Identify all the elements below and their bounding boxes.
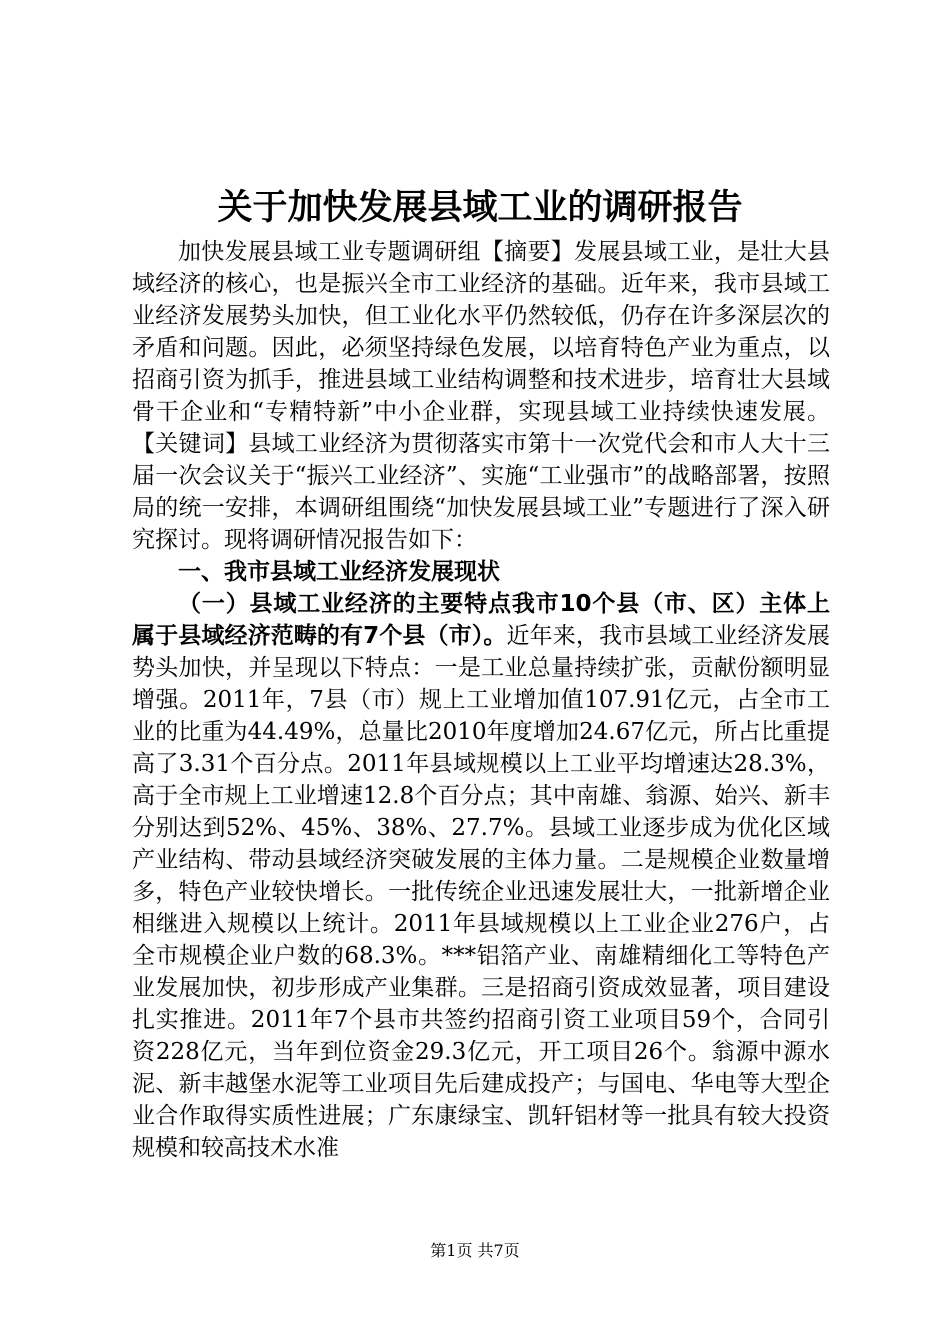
document-title: 关于加快发展县域工业的调研报告 <box>217 187 743 228</box>
body-paragraph: 近年来，我市县域工业经济发展势头加快，并呈现以下特点：一是工业总量持续扩张，贡献份额明显增强。2011年，7县（市）规上工业增加值107.91亿元，占全市工业的比重为44.49%，总量比2010年度增加24.67亿元，所占比重提高了3.31个百分点。2011年县域规模以上工业平均增速达28.3%，高于全市规上工业增速12.8个百分点；其中南雄、翁源、始兴、新丰分别达到52%、45%、38%、27.7%。县域工业逐步成为优化区域产业结构、带动县域经济突破发展的主体力量。二是规模企业数量增多，特色产业较快增长。一批传统企业迅速发展壮大，一批新增企业相继进入规模以上统计。2011年县域规模以上工业企业276户，占全市规模企业户数的68.3%。***铝箔产业、南雄精细化工等特色产业发展加快，初步形成产业集群。三是招商引资成效显著，项目建设扎实推进。2011年7个县市共签约招商引资工业项目59个，合同引资228亿元，当年到位资金29.3亿元，开工项目26个。翁源中源水泥、新丰越堡水泥等工业项目先后建成投产；与国电、华电等大型企业合作取得实质性进展；广东康绿宝、凯轩铝材等一批具有较大投资规模和较高技术水准 <box>132 623 830 1161</box>
document-body <box>132 236 830 1164</box>
subsection-paragraph <box>132 588 830 1164</box>
section-heading: 一、我市县域工业经济发展现状 <box>178 559 500 585</box>
abstract-paragraph: 加快发展县域工业专题调研组【摘要】发展县域工业，是壮大县域经济的核心，也是振兴全市工业经济的基础。近年来，我市县域工业经济发展势头加快，但工业化水平仍然较低，仍存在许多深层次的矛盾和问题。因此，必须坚持绿色发展，以培育特色产业为重点，以招商引资为抓手，推进县域工业结构调整和技术进步，培育壮大县域骨干企业和“专精特新”中小企业群，实现县域工业持续快速发展。【关键词】县域工业经济为贯彻落实市第十一次党代会和市人大十三届一次会议关于“振兴工业经济”、实施“工业强市”的战略部署，按照局的统一安排，本调研组围绕“加快发展县域工业”专题进行了深入研究探讨。现将调研情况报告如下： <box>132 239 830 553</box>
subsection-heading: （一）县域工业经济的主要特点我市10个县（市、区）主体上属于县域经济范畴的有7个县（市）。 <box>132 591 830 649</box>
page-footer: 第1页 共7页 <box>430 1241 520 1260</box>
